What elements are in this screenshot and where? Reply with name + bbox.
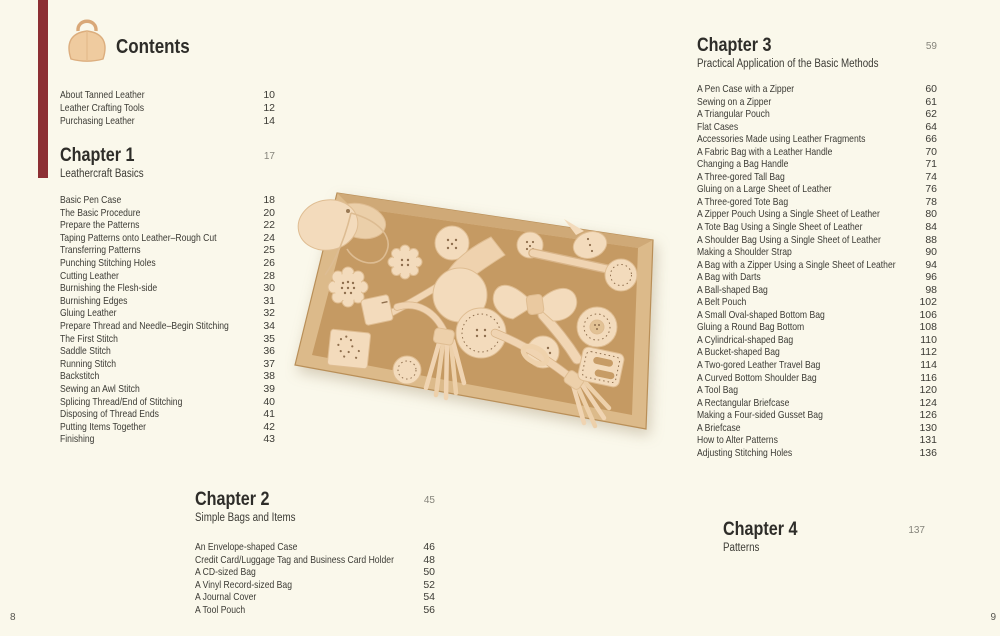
toc-item-page: 34 — [263, 319, 275, 332]
toc-item-page: 41 — [263, 408, 275, 421]
toc-row — [697, 96, 937, 109]
toc-row — [697, 422, 937, 435]
toc-row — [60, 115, 275, 128]
toc-item-label: A Briefcase — [697, 421, 741, 434]
chapter1-header — [60, 146, 275, 181]
toc-row — [697, 397, 937, 410]
chapter3-page-number: 59 — [925, 41, 937, 52]
toc-item-page: 48 — [423, 553, 435, 566]
toc-item-label: Accessories Made using Leather Fragments — [697, 133, 866, 146]
toc-item-page: 52 — [423, 578, 435, 591]
toc-item-label: Gluing on a Large Sheet of Leather — [697, 183, 832, 196]
toc-item-label: Leather Crafting Tools — [60, 102, 145, 115]
toc-row — [60, 408, 275, 421]
toc-row — [697, 296, 937, 309]
toc-item-label: A Ball-shaped Bag — [697, 283, 768, 296]
toc-item-page: 102 — [919, 296, 937, 309]
toc-item-page: 130 — [919, 421, 937, 434]
toc-row — [60, 194, 275, 207]
chapter4-subtitle — [723, 542, 925, 555]
toc-item-label: The Basic Procedure — [60, 206, 141, 219]
toc-item-label: Sewing an Awl Stitch — [60, 382, 140, 395]
toc-item-label: A Vinyl Record-sized Bag — [195, 578, 293, 591]
toc-item-page: 131 — [919, 434, 937, 447]
toc-item-page: 112 — [920, 346, 937, 359]
toc-item-page: 24 — [263, 231, 275, 244]
toc-item-label: A Bag with a Zipper Using a Single Sheet of Leather — [697, 258, 896, 271]
toc-item-label: Burnishing the Flesh-side — [60, 282, 158, 295]
toc-row — [60, 232, 275, 245]
toc-item-page: 46 — [423, 541, 435, 553]
toc-item-page: 106 — [919, 308, 937, 321]
chapter2-subtitle — [195, 512, 435, 525]
chapter3-subtitle-text: Practical Application of the Basic Methods — [697, 58, 879, 70]
toc-item-label: A CD-sized Bag — [195, 566, 256, 579]
toc-row — [60, 396, 275, 409]
toc-item-page: 50 — [423, 566, 435, 579]
toc-item-label: Transferring Patterns — [60, 244, 141, 257]
toc-row — [60, 270, 275, 283]
toc-item-page: 26 — [263, 256, 275, 269]
toc-row — [60, 345, 275, 358]
toc-row — [195, 541, 435, 554]
leather-ring-disc — [577, 307, 617, 347]
toc-item-page: 56 — [423, 603, 435, 616]
toc-item-page: 38 — [263, 370, 275, 383]
toc-item-page: 30 — [263, 282, 275, 295]
leather-stitched-disc-small — [393, 356, 421, 384]
chapter4-subtitle-text: Patterns — [723, 542, 760, 554]
toc-item-page: 66 — [925, 133, 937, 146]
toc-item-page: 120 — [919, 384, 937, 397]
chapter3-subtitle — [697, 58, 937, 71]
chapter1-title-text: Chapter 1 — [60, 145, 135, 166]
toc-item-page: 18 — [263, 194, 275, 206]
handbag-handle — [78, 21, 96, 31]
toc-item-label: Finishing — [60, 433, 95, 446]
toc-item-page: 32 — [263, 307, 275, 320]
toc-item-label: How to Alter Patterns — [697, 434, 778, 447]
toc-item-page: 20 — [263, 206, 275, 219]
toc-item-page: 28 — [263, 269, 275, 282]
toc-item-page: 78 — [925, 195, 937, 208]
toc-item-page: 12 — [263, 102, 275, 115]
toc-row — [697, 133, 937, 146]
toc-item-page: 110 — [920, 333, 937, 346]
toc-item-page: 36 — [263, 345, 275, 358]
toc-item-page: 96 — [925, 271, 937, 284]
toc-item-label: Disposing of Thread Ends — [60, 408, 159, 421]
toc-item-page: 126 — [919, 409, 937, 422]
chapter3-toc-list — [697, 83, 937, 459]
toc-item-label: Making a Four-sided Gusset Bag — [697, 409, 823, 422]
chapter1-toc-list — [60, 194, 275, 446]
toc-row — [697, 234, 937, 247]
toc-row — [697, 208, 937, 221]
toc-item-label: Purchasing Leather — [60, 115, 135, 128]
toc-item-label: Running Stitch — [60, 357, 117, 370]
chapter1-page-number: 17 — [263, 151, 275, 162]
toc-row — [195, 579, 435, 592]
toc-row — [195, 566, 435, 579]
toc-row — [697, 334, 937, 347]
toc-item-page: 90 — [925, 246, 937, 259]
leather-stitched-square — [327, 329, 371, 369]
handbag-icon — [64, 12, 110, 62]
toc-item-page: 54 — [423, 591, 435, 604]
toc-row — [697, 434, 937, 447]
toc-item-label: Making a Shoulder Strap — [697, 246, 792, 259]
chapter1-subtitle — [60, 168, 275, 181]
toc-row — [60, 358, 275, 371]
accent-bar — [38, 0, 48, 178]
toc-item-label: The First Stitch — [60, 332, 118, 345]
toc-row — [697, 409, 937, 422]
toc-row — [697, 158, 937, 171]
toc-item-label: A Bucket-shaped Bag — [697, 346, 780, 359]
toc-item-page: 42 — [263, 420, 275, 433]
toc-item-label: About Tanned Leather — [60, 89, 145, 101]
toc-row — [60, 102, 275, 115]
toc-row — [697, 108, 937, 121]
toc-row — [697, 121, 937, 134]
toc-item-page: 35 — [263, 332, 275, 345]
toc-item-label: A Three-gored Tote Bag — [697, 195, 789, 208]
chapter2-page-number: 45 — [423, 495, 435, 506]
toc-item-label: A Triangular Pouch — [697, 108, 770, 121]
toc-row — [697, 384, 937, 397]
toc-item-label: Saddle Stitch — [60, 345, 111, 358]
toc-row — [697, 321, 937, 334]
toc-item-page: 98 — [925, 283, 937, 296]
toc-item-label: Gluing Leather — [60, 307, 117, 320]
chapter2-header — [195, 490, 435, 525]
intro-toc-list — [60, 89, 275, 129]
toc-item-label: A Curved Bottom Shoulder Bag — [697, 371, 817, 384]
chapter3-title — [697, 36, 785, 56]
toc-item-label: Taping Patterns onto Leather–Rough Cut — [60, 231, 217, 244]
chapter2-title — [195, 490, 283, 510]
toc-row — [697, 346, 937, 359]
toc-item-label: A Two-gored Leather Travel Bag — [697, 359, 821, 372]
toc-item-label: A Bag with Darts — [697, 271, 761, 284]
toc-row — [60, 207, 275, 220]
chapter4-title — [723, 520, 811, 540]
chapter4-title-text: Chapter 4 — [723, 519, 798, 540]
toc-item-label: Prepare the Patterns — [60, 219, 140, 232]
toc-row — [60, 257, 275, 270]
toc-item-label: A Pen Case with a Zipper — [697, 83, 795, 95]
toc-row — [60, 433, 275, 446]
toc-row — [697, 271, 937, 284]
chapter4-page-number: 137 — [908, 525, 925, 536]
toc-item-page: 88 — [925, 233, 937, 246]
chapter2-subtitle-text: Simple Bags and Items — [195, 512, 296, 524]
toc-row — [60, 320, 275, 333]
toc-row — [60, 89, 275, 102]
right-page-number: 9 — [990, 612, 996, 623]
toc-row — [697, 246, 937, 259]
toc-item-page: 31 — [263, 294, 275, 307]
toc-item-label: A Shoulder Bag Using a Single Sheet of Leather — [697, 233, 881, 246]
chapter4-header — [723, 520, 925, 555]
toc-row — [60, 307, 275, 320]
toc-item-label: Flat Cases — [697, 120, 739, 133]
toc-item-page: 84 — [925, 221, 937, 234]
toc-item-page: 37 — [263, 357, 275, 370]
toc-item-page: 43 — [263, 433, 275, 446]
toc-item-page: 76 — [925, 183, 937, 196]
toc-row — [195, 554, 435, 567]
toc-item-page: 70 — [925, 145, 937, 158]
toc-item-page: 114 — [920, 359, 937, 372]
chapter2-toc-list — [195, 541, 435, 617]
toc-row — [60, 282, 275, 295]
toc-item-label: Credit Card/Luggage Tag and Business Card Holder — [195, 553, 394, 566]
leather-square-tag — [361, 294, 394, 325]
toc-row — [697, 359, 937, 372]
toc-item-page: 136 — [919, 446, 937, 459]
leather-flower-small — [388, 245, 422, 279]
toc-item-label: A Small Oval-shaped Bottom Bag — [697, 308, 825, 321]
toc-row — [697, 196, 937, 209]
toc-row — [60, 295, 275, 308]
toc-item-page: 108 — [919, 321, 937, 334]
toc-row — [195, 591, 435, 604]
toc-row — [697, 83, 937, 96]
toc-item-page: 10 — [263, 89, 275, 101]
toc-item-page: 71 — [925, 158, 937, 171]
leather-items-photo — [285, 183, 670, 475]
toc-item-page: 124 — [919, 396, 937, 409]
toc-row — [60, 244, 275, 257]
toc-item-page: 64 — [925, 120, 937, 133]
toc-item-label: Splicing Thread/End of Stitching — [60, 395, 183, 408]
toc-row — [697, 259, 937, 272]
toc-item-label: Basic Pen Case — [60, 194, 122, 206]
toc-item-page: 39 — [263, 382, 275, 395]
toc-item-label: Punching Stitching Holes — [60, 256, 156, 269]
toc-item-label: A Zipper Pouch Using a Single Sheet of Leather — [697, 208, 880, 221]
toc-row — [60, 370, 275, 383]
toc-item-page: 74 — [925, 170, 937, 183]
toc-row — [195, 604, 435, 617]
toc-row — [60, 383, 275, 396]
page-title-text: Contents — [116, 36, 190, 58]
toc-row — [697, 309, 937, 322]
toc-row — [60, 333, 275, 346]
toc-item-label: A Tool Bag — [697, 384, 739, 397]
toc-row — [697, 183, 937, 196]
chapter3-header — [697, 36, 937, 71]
toc-item-label: An Envelope-shaped Case — [195, 541, 298, 553]
toc-item-page: 116 — [920, 371, 937, 384]
toc-item-page: 94 — [925, 258, 937, 271]
toc-item-label: Changing a Bag Handle — [697, 158, 789, 171]
toc-row — [60, 421, 275, 434]
toc-row — [697, 221, 937, 234]
toc-item-page: 62 — [925, 108, 937, 121]
toc-item-label: A Fabric Bag with a Leather Handle — [697, 145, 833, 158]
toc-row — [697, 447, 937, 460]
toc-item-label: Sewing on a Zipper — [697, 95, 772, 108]
toc-row — [697, 171, 937, 184]
toc-item-label: A Tool Pouch — [195, 603, 246, 616]
toc-item-label: Prepare Thread and Needle–Begin Stitching — [60, 319, 229, 332]
toc-item-label: A Three-gored Tall Bag — [697, 170, 785, 183]
toc-row — [697, 372, 937, 385]
toc-row — [60, 219, 275, 232]
chapter1-subtitle-text: Leathercraft Basics — [60, 168, 144, 180]
chapter2-title-text: Chapter 2 — [195, 489, 270, 510]
toc-item-page: 25 — [263, 244, 275, 257]
toc-item-page: 40 — [263, 395, 275, 408]
chapter3-title-text: Chapter 3 — [697, 35, 772, 56]
toc-item-page: 61 — [925, 95, 937, 108]
toc-item-label: A Belt Pouch — [697, 296, 747, 309]
toc-row — [697, 284, 937, 297]
toc-item-label: Gluing a Round Bag Bottom — [697, 321, 805, 334]
toc-item-label: A Cylindrical-shaped Bag — [697, 333, 794, 346]
toc-item-page: 22 — [263, 219, 275, 232]
toc-item-label: Putting Items Together — [60, 420, 146, 433]
toc-item-label: Backstitch — [60, 370, 100, 383]
toc-row — [697, 146, 937, 159]
chapter1-title — [60, 146, 148, 166]
page-title — [116, 36, 203, 59]
toc-item-page: 60 — [925, 83, 937, 95]
toc-item-label: Adjusting Stitching Holes — [697, 446, 793, 459]
toc-item-label: A Journal Cover — [195, 591, 257, 604]
left-page-number: 8 — [10, 612, 16, 623]
toc-item-label: A Tote Bag Using a Single Sheet of Leather — [697, 221, 863, 234]
toc-item-label: Burnishing Edges — [60, 294, 128, 307]
toc-item-page: 80 — [925, 208, 937, 221]
toc-item-label: Cutting Leather — [60, 269, 119, 282]
toc-item-label: A Rectangular Briefcase — [697, 396, 790, 409]
toc-item-page: 14 — [263, 115, 275, 128]
